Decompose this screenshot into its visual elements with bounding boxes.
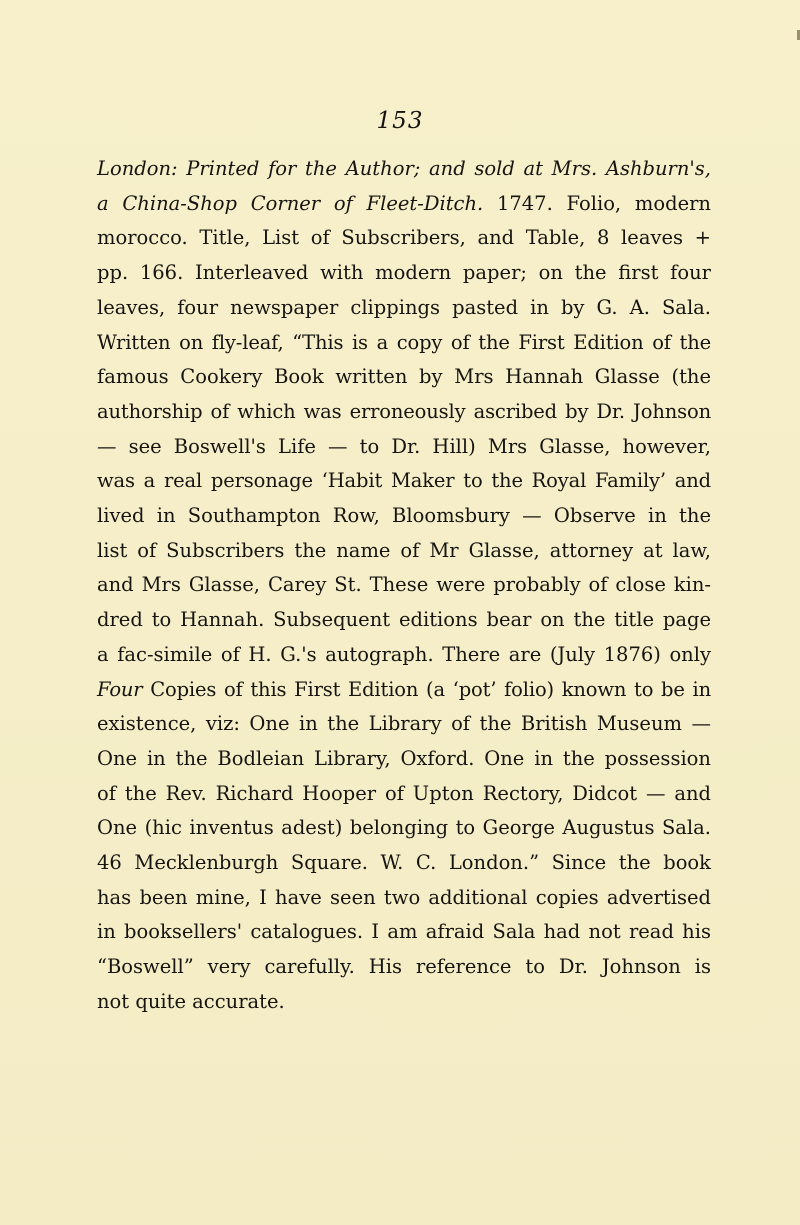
text-line: a fac-simile of H. G.'s autograph. There are (July 1876) only [97,642,711,666]
text-line: was a real personage ‘Habit Maker to the Royal Family’ and [97,469,711,493]
text-line: lived in Southampton Row, Bloomsbury — Observe in the [97,504,711,528]
text-line: — see Boswell's Life — to Dr. Hill) Mrs Glasse, however, [97,434,711,458]
text-line: in booksellers' catalogues. I am afraid Sala had not read his [97,920,711,944]
text-line: 46 Mecklenburgh Square. W. C. London.” Since the book [97,851,711,875]
text-line: One in the Bodleian Library, Oxford. One in the possession [97,746,711,770]
text-line: existence, viz: One in the Library of the British Museum — [97,712,711,736]
text-line: morocco. Title, List of Subscribers, and Table, 8 leaves + [97,226,711,250]
text-line: “Boswell” very carefully. His reference to Dr. Johnson is [97,955,711,979]
text-line: list of Subscribers the name of Mr Glasse, attorney at law, [97,538,711,562]
text-line: Four Copies of this First Edition (a ‘pot’ folio) known to be in [97,677,711,701]
text-line: has been mine, I have seen two additional copies advertised [97,885,711,909]
body-paragraph [97,152,711,1020]
text-line: authorship of which was erroneously ascribed by Dr. Johnson [97,399,711,423]
text-line: One (hic inventus adest) belonging to George Augustus Sala. [97,816,711,840]
text-line: London: Printed for the Author; and sold at Mrs. Ashburn's, [97,157,711,180]
text-line: pp. 166. Interleaved with modern paper; on the first four [97,261,711,285]
text-line: and Mrs Glasse, Carey St. These were probably of close kin- [97,573,711,597]
text-line: not quite accurate. [97,989,285,1013]
page-number: 153 [376,108,424,134]
text-line: leaves, four newspaper clippings pasted in by G. A. Sala. [97,295,711,319]
text-line: of the Rev. Richard Hooper of Upton Rectory, Didcot — and [97,781,711,805]
text-line: Written on fly-leaf, “This is a copy of the First Edition of the [97,330,711,354]
text-line: dred to Hannah. Subsequent editions bear on the title page [97,608,711,632]
text-line: famous Cookery Book written by Mrs Hannah Glasse (the [97,365,711,389]
text-line: a China-Shop Corner of Fleet-Ditch. 1747. Folio, modern [97,191,711,215]
